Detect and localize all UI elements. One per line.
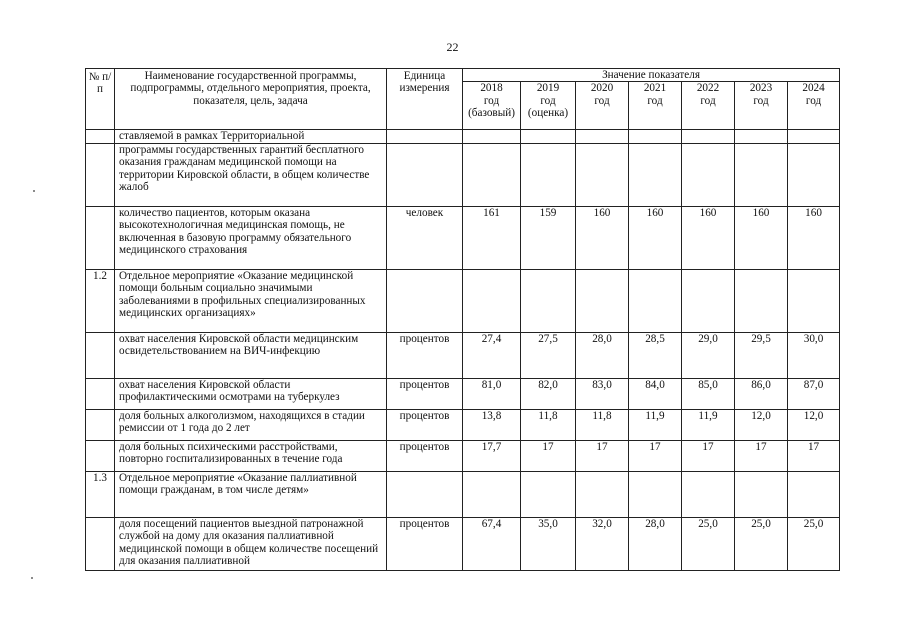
table-row [86,378,840,409]
header-year-2020 [576,82,629,130]
header-year-year: 2021 [643,82,667,95]
scan-artifact-dot [33,190,35,192]
header-year-year: 2024 [802,82,825,95]
row-value-2023 [735,130,788,143]
row-value-2021 [629,143,682,206]
row-value-2024 [788,269,840,332]
table-row [86,130,840,143]
header-year-year: 2019 [536,82,560,95]
table-row [86,409,840,440]
row-value-2018: 67,4 [463,517,521,570]
row-value-2021 [629,471,682,517]
row-value-2021: 160 [629,206,682,269]
row-name: доля больных психическими расстройствами, повторно госпитализированных в течение года [115,440,387,471]
header-year-year: 2020 [590,82,614,95]
header-year-2019 [521,82,576,130]
header-year-2018 [463,82,521,130]
row-num: 1.2 [86,269,115,332]
header-year-l2: (оценка) [527,107,569,120]
row-value-2021: 28,0 [629,517,682,570]
table-body [86,130,840,570]
header-year-l1: год [540,94,556,107]
row-value-2019: 35,0 [521,517,576,570]
row-unit: процентов [387,332,463,378]
header-year-year: 2022 [696,82,720,95]
row-value-2018 [463,471,521,517]
row-value-2020 [576,130,629,143]
row-value-2023: 25,0 [735,517,788,570]
row-value-2018: 161 [463,206,521,269]
row-name: количество пациентов, которым оказана высокотехнологичная медицинская помощь, не включенная в базовую программу обязательного медицинского страхования [115,206,387,269]
row-value-2018: 27,4 [463,332,521,378]
row-name: Отдельное мероприятие «Оказание медицинской помощи больным социально значимыми заболеваниями в профильных специализированных медицинских организациях» [115,269,387,332]
row-value-2022: 85,0 [682,378,735,409]
row-value-2020 [576,471,629,517]
row-value-2024: 25,0 [788,517,840,570]
header-year-l1: год [805,94,822,107]
row-num [86,332,115,378]
header-year-l1: год [753,94,769,107]
header-year-l1: год [594,94,610,107]
row-unit: процентов [387,440,463,471]
row-value-2024: 160 [788,206,840,269]
header-year-2024 [788,82,840,130]
row-value-2020: 17 [576,440,629,471]
row-value-2023 [735,143,788,206]
row-unit: процентов [387,409,463,440]
row-value-2024: 12,0 [788,409,840,440]
row-value-2022: 25,0 [682,517,735,570]
row-name: охват населения Кировской области профилактическими осмотрами на туберкулез [115,378,387,409]
row-value-2021: 84,0 [629,378,682,409]
row-name: ставляемой в рамках Территориальной [115,130,387,143]
table-row [86,517,840,570]
header-year-l1: год [647,94,663,107]
row-value-2020: 83,0 [576,378,629,409]
row-num [86,440,115,471]
header-year-2022 [682,82,735,130]
page-number: 22 [446,40,459,54]
header-year-year: 2018 [480,82,503,95]
row-num: 1.3 [86,471,115,517]
table-header [86,69,840,130]
scan-artifact-dot [31,577,33,579]
row-value-2019: 17 [521,440,576,471]
row-value-2019 [521,269,576,332]
row-value-2019 [521,471,576,517]
row-value-2022: 29,0 [682,332,735,378]
row-value-2021: 17 [629,440,682,471]
table-row [86,269,840,332]
row-unit [387,471,463,517]
row-value-2022: 11,9 [682,409,735,440]
table-row [86,143,840,206]
header-year-l1: год [700,94,716,107]
row-value-2021 [629,130,682,143]
row-value-2020 [576,143,629,206]
row-value-2018: 13,8 [463,409,521,440]
row-value-2019: 82,0 [521,378,576,409]
row-value-2020: 32,0 [576,517,629,570]
row-value-2024 [788,471,840,517]
header-unit: Единица измерения [387,69,463,130]
row-value-2022 [682,269,735,332]
header-name: Наименование государственной программы, подпрограммы, отдельного мероприятия, проекта, показателя, цель, задача [115,69,387,130]
row-unit [387,130,463,143]
row-name: программы государственных гарантий бесплатного оказания гражданам медицинской помощи на территории Кировской области, в общем количестве жалоб [115,143,387,206]
row-value-2020: 28,0 [576,332,629,378]
table-row [86,440,840,471]
header-year-2023 [735,82,788,130]
row-value-2023: 86,0 [735,378,788,409]
row-value-2018: 81,0 [463,378,521,409]
row-name: доля посещений пациентов выездной патронажной службой на дому для оказания паллиативной медицинской помощи в общем количестве посещений для оказания паллиативной [115,517,387,570]
header-year-2021 [629,82,682,130]
row-value-2018 [463,130,521,143]
row-value-2018 [463,269,521,332]
row-value-2022 [682,130,735,143]
row-unit: человек [387,206,463,269]
row-value-2024 [788,143,840,206]
header-year-year: 2023 [749,82,773,95]
table-row [86,471,840,517]
row-value-2018: 17,7 [463,440,521,471]
row-value-2022: 160 [682,206,735,269]
header-year-l2: (базовый) [468,107,515,120]
row-value-2022: 17 [682,440,735,471]
table-row [86,332,840,378]
row-unit: процентов [387,517,463,570]
row-value-2018 [463,143,521,206]
row-name: охват населения Кировской области медицинским освидетельствованием на ВИЧ-инфекцию [115,332,387,378]
row-value-2023: 17 [735,440,788,471]
row-unit: процентов [387,378,463,409]
row-value-2023: 29,5 [735,332,788,378]
row-value-2021: 11,9 [629,409,682,440]
row-value-2024 [788,130,840,143]
row-unit [387,143,463,206]
row-value-2019 [521,130,576,143]
row-value-2023: 12,0 [735,409,788,440]
header-year-l1: год [483,94,500,107]
row-unit [387,269,463,332]
row-value-2024: 87,0 [788,378,840,409]
row-value-2023 [735,471,788,517]
row-num [86,517,115,570]
row-value-2022 [682,471,735,517]
row-value-2023: 160 [735,206,788,269]
row-value-2023 [735,269,788,332]
row-value-2024: 17 [788,440,840,471]
row-value-2019 [521,143,576,206]
row-num [86,378,115,409]
row-value-2019: 27,5 [521,332,576,378]
row-value-2019: 11,8 [521,409,576,440]
row-value-2020: 11,8 [576,409,629,440]
row-value-2019: 159 [521,206,576,269]
header-value-group: Значение показателя [463,69,840,82]
row-num [86,206,115,269]
row-num [86,409,115,440]
row-value-2024: 30,0 [788,332,840,378]
row-num [86,143,115,206]
row-value-2022 [682,143,735,206]
row-value-2021 [629,269,682,332]
indicators-table [85,68,840,571]
row-name: доля больных алкоголизмом, находящихся в стадии ремиссии от 1 года до 2 лет [115,409,387,440]
row-value-2020 [576,269,629,332]
header-num: № п/п [86,69,115,130]
table-row [86,206,840,269]
row-value-2021: 28,5 [629,332,682,378]
row-name: Отдельное мероприятие «Оказание паллиативной помощи гражданам, в том числе детям» [115,471,387,517]
row-value-2020: 160 [576,206,629,269]
row-num [86,130,115,143]
